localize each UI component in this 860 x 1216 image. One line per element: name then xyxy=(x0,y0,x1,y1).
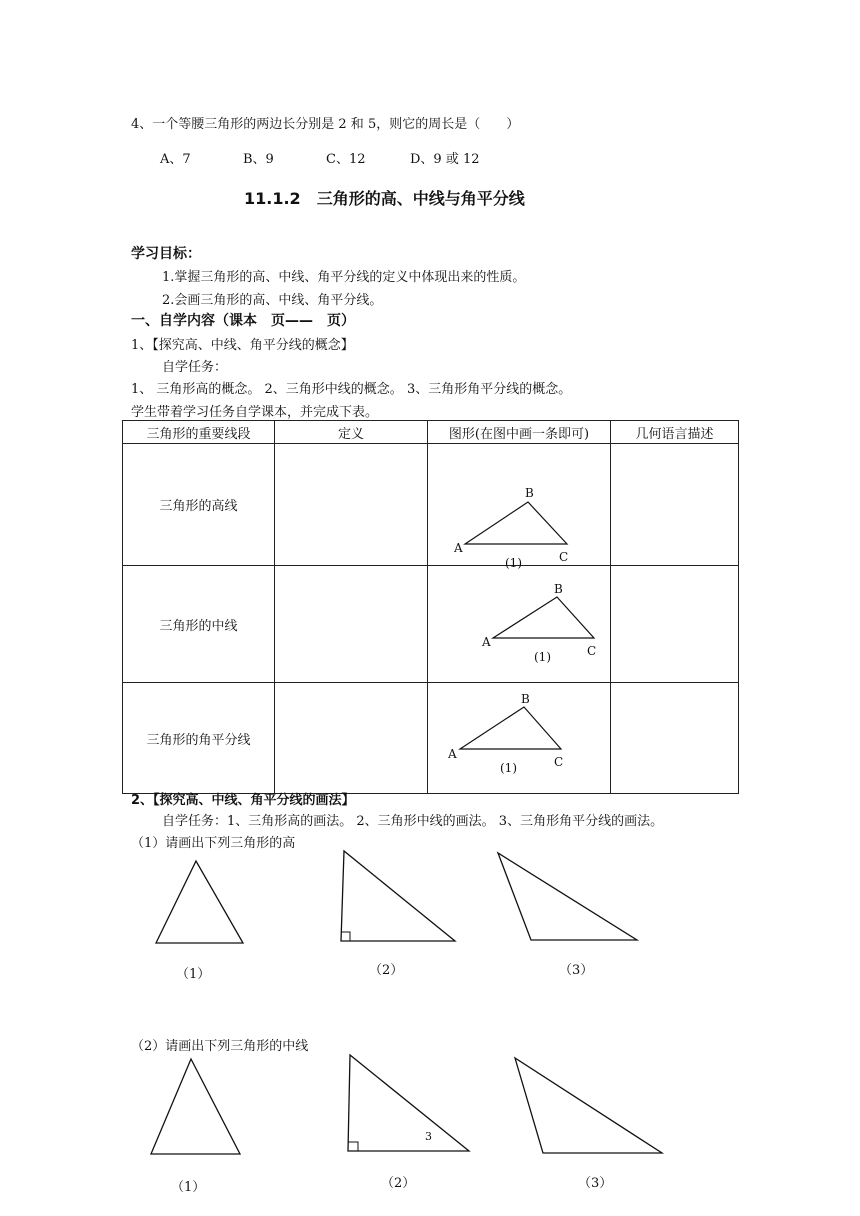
objective-2: 2.会画三角形的高、中线、角平分线。 xyxy=(162,293,383,308)
caption-altitude-2: （2） xyxy=(369,963,404,978)
header-definition: 定义 xyxy=(275,421,428,444)
altitude-triangle-3[interactable] xyxy=(498,853,637,940)
part2-tasks: 自学任务：1、三角形高的画法。 2、三角形中线的画法。 3、三角形角平分线的画法。 xyxy=(162,814,664,829)
altitude-triangle-2[interactable] xyxy=(341,851,455,941)
vertex-b: B xyxy=(525,486,534,500)
figure-caption: (1) xyxy=(505,556,522,570)
vertex-b: B xyxy=(521,692,530,706)
option-c: C、12 xyxy=(326,152,366,167)
altitude-exercise-label: （1）请画出下列三角形的高 xyxy=(131,836,296,851)
self-study-task-label: 自学任务： xyxy=(162,360,228,375)
part2-heading: 2、【探究高、中线、角平分线的画法】 xyxy=(131,793,355,808)
header-segment: 三角形的重要线段 xyxy=(123,421,275,444)
side-length-label: 3 xyxy=(425,1130,432,1143)
caption-altitude-1: （1） xyxy=(176,967,211,982)
vertex-c: C xyxy=(587,644,597,658)
vertex-a: A xyxy=(454,541,463,555)
caption-median-2: （2） xyxy=(381,1176,416,1191)
vertex-b: B xyxy=(554,582,563,596)
objective-1: 1.掌握三角形的高、中线、角平分线的定义中体现出来的性质。 xyxy=(162,270,526,285)
part1-heading: 一、自学内容（课本 页—— 页） xyxy=(131,313,355,329)
figure-caption: (1) xyxy=(534,650,551,664)
self-study-tasks: 1、 三角形高的概念。 2、三角形中线的概念。 3、三角形角平分线的概念。 xyxy=(131,382,572,397)
option-d: D、9 或 12 xyxy=(410,152,480,167)
table-instruction: 学生带着学习任务自学课本，并完成下表。 xyxy=(131,405,379,420)
median-triangle-3[interactable] xyxy=(515,1058,662,1153)
header-figure: 图形(在图中画一条即可) xyxy=(428,421,611,444)
row-label-median: 三角形的中线 xyxy=(123,566,275,683)
option-a: A、7 xyxy=(160,152,191,167)
median-exercise-label: （2）请画出下列三角形的中线 xyxy=(131,1039,309,1054)
row-label-altitude: 三角形的高线 xyxy=(123,444,275,566)
vertex-a: A xyxy=(448,747,457,761)
caption-median-1: （1） xyxy=(171,1180,206,1195)
median-triangle-2[interactable] xyxy=(348,1055,469,1151)
altitude-triangle-1[interactable] xyxy=(156,861,243,943)
figure-caption: (1) xyxy=(500,761,517,775)
caption-altitude-3: （3） xyxy=(559,963,594,978)
median-triangle-1[interactable] xyxy=(151,1059,240,1154)
objectives-heading: 学习目标： xyxy=(131,246,201,262)
section-title: 11.1.2 三角形的高、中线与角平分线 xyxy=(244,189,525,208)
header-geometric-language: 几何语言描述 xyxy=(611,421,739,444)
vertex-c: C xyxy=(554,755,564,769)
caption-median-3: （3） xyxy=(578,1176,613,1191)
question-4-stem: 4、一个等腰三角形的两边长分别是 2 和 5，则它的周长是（ ） xyxy=(131,117,520,132)
part1-subheading: 1、【探究高、中线、角平分线的概念】 xyxy=(131,338,354,353)
option-b: B、9 xyxy=(243,152,274,167)
vertex-a: A xyxy=(482,635,491,649)
row-label-angle-bisector: 三角形的角平分线 xyxy=(123,683,275,794)
vertex-c: C xyxy=(559,550,569,564)
